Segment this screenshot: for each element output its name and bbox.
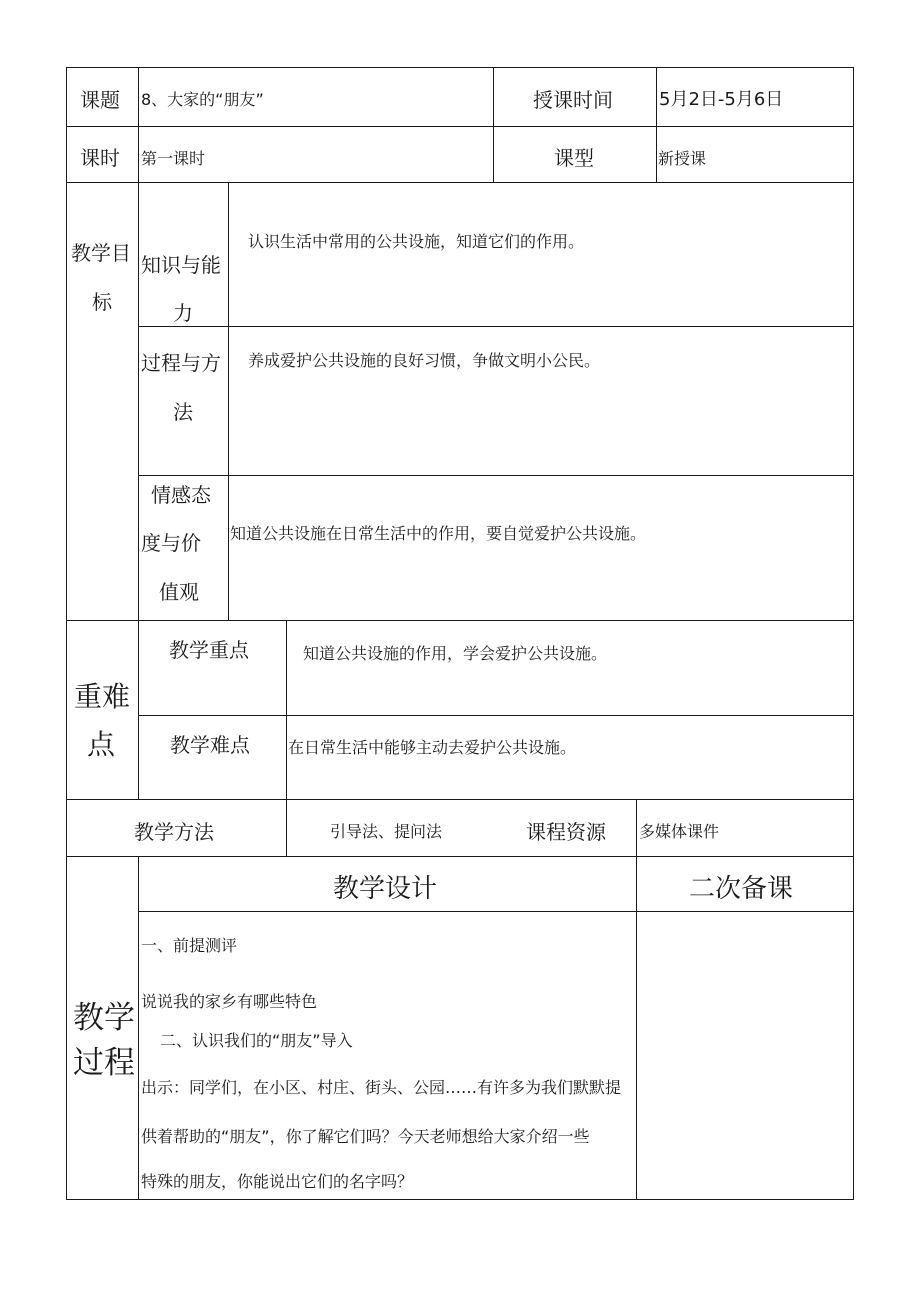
difficulty-content: 在日常生活中能够主动去爱护公共设施。 [288, 738, 577, 757]
row-divider [66, 126, 854, 127]
row-divider [66, 620, 854, 621]
keypoints-section-label-line1: 重难 [74, 680, 131, 713]
type-value: 新授课 [658, 149, 707, 168]
process-line: 二、认识我们的“朋友”导入 [160, 1031, 353, 1050]
time-label: 授课时间 [533, 88, 613, 112]
period-label: 课时 [80, 146, 120, 170]
topic-label: 课题 [80, 88, 120, 112]
knowledge-label-line1: 知识与能 [141, 253, 221, 277]
process-line: 出示：同学们，在小区、村庄、街头、公园……有许多为我们默默提 [141, 1078, 622, 1097]
table-border-right [853, 67, 854, 1200]
process-method-label-line1: 过程与方 [141, 351, 221, 375]
row-divider [138, 326, 854, 327]
objectives-section-label-line1: 教学目 [71, 241, 131, 265]
process-line: 说说我的家乡有哪些特色 [141, 992, 318, 1011]
column-divider [656, 67, 657, 182]
process-section-label-line2: 过程 [73, 1045, 135, 1081]
row-divider [66, 182, 854, 183]
emotion-label-line1: 情感态 [151, 483, 211, 507]
method-label: 教学方法 [134, 820, 214, 844]
process-line: 一、前提测评 [141, 936, 238, 955]
focus-content: 知道公共设施的作用，学会爱护公共设施。 [303, 644, 608, 663]
row-divider [138, 715, 854, 716]
column-divider [493, 67, 494, 182]
row-divider [66, 856, 854, 857]
table-border-bottom [66, 1199, 854, 1200]
revision-column-header: 二次备课 [689, 874, 794, 904]
row-divider [138, 475, 854, 476]
focus-label: 教学重点 [169, 638, 249, 662]
knowledge-content: 认识生活中常用的公共设施，知道它们的作用。 [248, 232, 585, 251]
topic-value: 8、大家的“朋友” [141, 90, 264, 109]
row-divider [66, 799, 854, 800]
row-divider [138, 911, 854, 912]
column-divider [138, 856, 139, 1200]
type-label: 课型 [554, 146, 594, 170]
process-section-label-line1: 教学 [73, 1000, 135, 1036]
keypoints-section-label-line2: 点 [87, 728, 116, 761]
column-divider [228, 182, 229, 620]
column-divider [636, 799, 637, 1200]
process-method-content: 养成爱护公共设施的良好习惯，争做文明小公民。 [248, 351, 601, 370]
method-value: 引导法、提问法 [330, 822, 443, 841]
emotion-content: 知道公共设施在日常生活中的作用，要自觉爱护公共设施。 [230, 524, 647, 543]
emotion-label-line2: 度与价 [141, 531, 201, 555]
process-method-label-line2: 法 [173, 400, 193, 424]
objectives-section-label-line2: 标 [92, 290, 112, 314]
emotion-label-line3: 值观 [159, 580, 199, 604]
time-value: 5月2日-5月6日 [659, 89, 784, 110]
column-divider [286, 620, 287, 856]
design-column-header: 教学设计 [333, 874, 438, 904]
process-line: 特殊的朋友，你能说出它们的名字吗？ [141, 1172, 414, 1191]
knowledge-label-line2: 力 [173, 301, 193, 325]
process-line: 供着帮助的“朋友”，你了解它们吗？今天老师想给大家介绍一些 [141, 1127, 590, 1146]
difficulty-label: 教学难点 [170, 733, 250, 757]
resource-label: 课程资源 [526, 820, 606, 844]
table-border-left [66, 67, 67, 1200]
resource-value: 多媒体课件 [639, 822, 720, 841]
column-divider [138, 67, 139, 800]
period-value: 第一课时 [141, 149, 206, 168]
table-border-top [66, 67, 854, 68]
